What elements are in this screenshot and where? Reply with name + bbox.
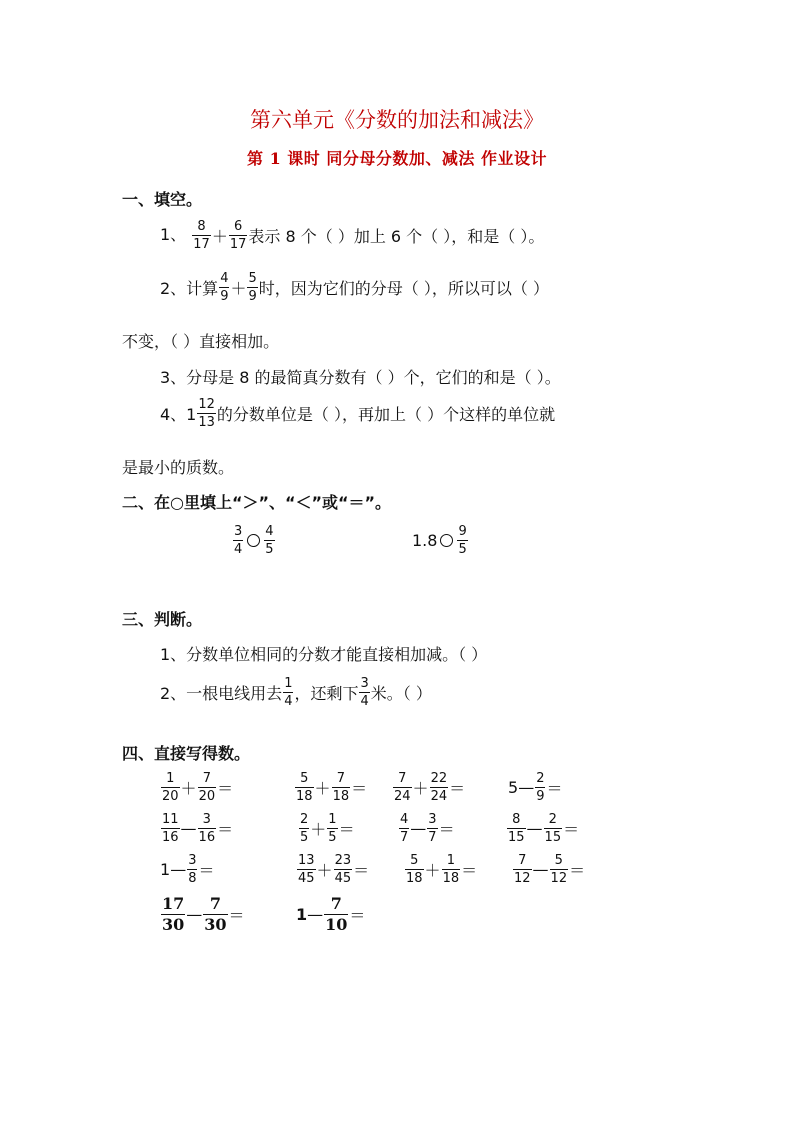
- numerator: 7: [198, 772, 217, 788]
- equals-sign: ＝: [198, 861, 215, 880]
- numerator: 1: [442, 854, 461, 870]
- expression-7: [398, 813, 455, 844]
- numerator: 11: [162, 812, 179, 827]
- numerator: 1: [284, 676, 293, 691]
- plus-sign: ＋: [211, 227, 228, 246]
- equals-sign: ＝: [217, 779, 234, 798]
- fraction: [197, 398, 216, 429]
- numerator: 8: [192, 220, 211, 236]
- denominator: 10: [325, 915, 348, 934]
- minus-sign: —: [180, 819, 197, 838]
- denominator: 24: [394, 789, 411, 804]
- denominator: 45: [298, 871, 315, 886]
- denominator: 13: [198, 415, 215, 430]
- numerator: 7: [393, 772, 412, 788]
- denominator: 5: [458, 542, 467, 557]
- denominator: 20: [198, 789, 216, 804]
- denominator: 12: [550, 871, 568, 886]
- q2-text: 时，因为它们的分母（ ），所以可以（ ）: [258, 279, 549, 298]
- equals-sign: ＝: [449, 779, 466, 798]
- question-1: [160, 220, 544, 251]
- numerator: 2: [536, 771, 545, 786]
- whole-number: 1: [160, 860, 171, 879]
- minus-sign: —: [526, 819, 543, 838]
- minus-sign: —: [307, 905, 324, 924]
- fraction: [283, 677, 293, 708]
- denominator: 5: [265, 542, 274, 557]
- minus-sign: —: [170, 860, 187, 879]
- section-heading-compute: 四、直接写得数。: [122, 744, 251, 763]
- fraction: [359, 677, 369, 708]
- expression-2: [294, 772, 367, 803]
- section-heading-fill-blank: 一、填空。: [122, 190, 203, 209]
- fraction: [544, 813, 563, 844]
- denominator: 17: [193, 237, 210, 252]
- answer-circle[interactable]: [247, 534, 260, 547]
- equals-sign: ＝: [563, 820, 580, 839]
- equals-sign: ＝: [438, 820, 455, 839]
- denominator: 4: [360, 694, 369, 709]
- denominator: 4: [234, 542, 243, 557]
- numerator: 5: [405, 854, 424, 870]
- denominator: 12: [514, 871, 531, 886]
- plus-sign: ＋: [412, 779, 429, 798]
- numerator: 7: [513, 854, 532, 870]
- equals-sign: ＝: [338, 820, 355, 839]
- numerator: 7: [332, 772, 351, 788]
- denominator: 5: [300, 830, 309, 845]
- equals-sign: ＝: [217, 820, 234, 839]
- numerator: 3: [234, 524, 243, 539]
- expression-8: [506, 813, 579, 844]
- denominator: 16: [198, 830, 216, 845]
- question-2: [160, 272, 549, 303]
- judge-2: [160, 677, 432, 708]
- numerator: 13: [298, 853, 315, 868]
- q4-text: 的分数单位是（ ），再加上（ ）个这样的单位就: [216, 405, 556, 424]
- page-subtitle: 第 1 课时 同分母分数加、减法 作业设计: [247, 149, 547, 168]
- plus-sign: ＋: [316, 861, 333, 880]
- numerator: 3: [188, 853, 197, 868]
- fraction: [405, 854, 424, 885]
- judge-1: 1、分数单位相同的分数才能直接相加减。（ ）: [160, 645, 488, 664]
- expression-4: [508, 772, 562, 803]
- minus-sign: —: [410, 819, 427, 838]
- denominator: 9: [220, 289, 229, 304]
- section-heading-judge: 三、判断。: [122, 610, 203, 629]
- fraction: [513, 854, 532, 885]
- denominator: 18: [296, 789, 313, 804]
- expression-10: [296, 854, 369, 885]
- equals-sign: ＝: [461, 861, 478, 880]
- minus-sign: —: [518, 778, 535, 797]
- numerator: 3: [360, 676, 369, 691]
- q4-continuation: 是最小的质数。: [122, 458, 235, 477]
- numerator: 1: [161, 772, 180, 788]
- page-title: 第六单元《分数的加法和减法》: [250, 108, 544, 132]
- fraction: [198, 772, 217, 803]
- numerator: 3: [428, 812, 437, 827]
- denominator: 18: [406, 871, 423, 886]
- numerator: 17: [162, 894, 185, 913]
- fraction: [327, 813, 337, 844]
- judge-2-middle: ，还剩下: [294, 684, 359, 703]
- q1-text: 表示 8 个（ ）加上 6 个（ ），和是（ ）。: [248, 227, 545, 246]
- fraction: [219, 272, 229, 303]
- judge-2-suffix: 米。（ ）: [370, 684, 432, 703]
- fraction: [457, 525, 467, 556]
- denominator: 5: [328, 830, 337, 845]
- fraction: [233, 525, 243, 556]
- equals-sign: ＝: [351, 779, 368, 798]
- compare-1: [232, 525, 276, 556]
- equals-sign: ＝: [546, 779, 563, 798]
- fraction: [324, 896, 348, 933]
- equals-sign: ＝: [353, 861, 370, 880]
- fraction: [334, 854, 353, 885]
- fraction: [161, 896, 185, 933]
- fraction: [264, 525, 274, 556]
- numerator: 8: [507, 813, 526, 829]
- q2-number: 2、计算: [160, 279, 219, 298]
- denominator: 9: [536, 789, 545, 804]
- minus-sign: —: [186, 905, 203, 924]
- fraction: [247, 272, 257, 303]
- compare-2: [412, 525, 469, 556]
- compare-left-value: 1.8: [412, 531, 438, 550]
- question-3: 3、分母是 8 的最简真分数有（ ）个，它们的和是（ ）。: [160, 368, 561, 387]
- fraction: [192, 220, 211, 251]
- judge-2-prefix: 2、一根电线用去: [160, 684, 283, 703]
- fraction: [550, 854, 569, 885]
- denominator: 18: [332, 789, 350, 804]
- denominator: 15: [508, 830, 525, 845]
- plus-sign: ＋: [424, 861, 441, 880]
- fraction: [430, 772, 449, 803]
- numerator: 5: [295, 772, 314, 788]
- minus-sign: —: [532, 860, 549, 879]
- expression-9: [160, 854, 214, 885]
- q2-continuation: 不变，（ ）直接相加。: [122, 332, 280, 351]
- denominator: 8: [188, 871, 197, 886]
- denominator: 30: [162, 915, 185, 934]
- denominator: 16: [162, 830, 179, 845]
- question-4: [160, 398, 555, 429]
- fraction: [198, 813, 217, 844]
- fraction: [393, 772, 412, 803]
- fraction: [399, 813, 409, 844]
- denominator: 7: [428, 830, 437, 845]
- whole-number: 1: [296, 905, 308, 924]
- fraction: [507, 813, 526, 844]
- expression-6: [298, 813, 355, 844]
- fraction: [297, 854, 316, 885]
- plus-sign: ＋: [180, 779, 197, 798]
- fraction: [295, 772, 314, 803]
- plus-sign: ＋: [314, 779, 331, 798]
- expression-1: [160, 772, 233, 803]
- numerator: 9: [458, 524, 467, 539]
- fraction: [427, 813, 437, 844]
- fraction: [442, 854, 461, 885]
- denominator: 24: [430, 789, 448, 804]
- denominator: 9: [248, 289, 257, 304]
- denominator: 45: [334, 871, 352, 886]
- equals-sign: ＝: [349, 906, 366, 925]
- expression-12: [512, 854, 585, 885]
- numerator: 1: [328, 812, 337, 827]
- denominator: 30: [204, 915, 227, 934]
- answer-circle[interactable]: [440, 534, 453, 547]
- fraction: [187, 854, 197, 885]
- numerator: 5: [248, 271, 257, 286]
- fraction: [161, 772, 180, 803]
- numerator: 4: [400, 812, 409, 827]
- denominator: 15: [544, 830, 562, 845]
- numerator: 12: [198, 397, 215, 412]
- numerator: 5: [550, 854, 569, 870]
- q4-number: 4、1: [160, 405, 197, 424]
- plus-sign: ＋: [230, 279, 247, 298]
- plus-sign: ＋: [310, 820, 327, 839]
- denominator: 18: [442, 871, 460, 886]
- fraction: [161, 813, 180, 844]
- numerator: 2: [544, 813, 563, 829]
- fraction: [535, 772, 545, 803]
- whole-number: 5: [508, 778, 519, 797]
- expression-11: [404, 854, 477, 885]
- numerator: 4: [220, 271, 229, 286]
- fraction: [299, 813, 309, 844]
- fraction: [229, 220, 248, 251]
- numerator: 4: [265, 524, 274, 539]
- denominator: 17: [229, 237, 247, 252]
- numerator: 3: [198, 813, 217, 829]
- expression-3: [392, 772, 465, 803]
- numerator: 7: [203, 896, 227, 915]
- q1-number: 1、: [160, 225, 187, 244]
- numerator: 23: [334, 853, 352, 868]
- denominator: 4: [284, 694, 293, 709]
- expression-14: [296, 896, 365, 933]
- numerator: 7: [324, 896, 348, 915]
- numerator: 2: [300, 812, 309, 827]
- fraction: [203, 896, 227, 933]
- numerator: 22: [430, 771, 448, 786]
- numerator: 6: [229, 220, 248, 236]
- expression-5: [160, 813, 233, 844]
- fraction: [332, 772, 351, 803]
- denominator: 20: [162, 789, 179, 804]
- expression-13: [160, 896, 245, 933]
- section-heading-compare: 二、在○里填上“＞”、“＜”或“＝”。: [122, 493, 392, 512]
- denominator: 7: [400, 830, 409, 845]
- equals-sign: ＝: [228, 906, 245, 925]
- equals-sign: ＝: [569, 861, 586, 880]
